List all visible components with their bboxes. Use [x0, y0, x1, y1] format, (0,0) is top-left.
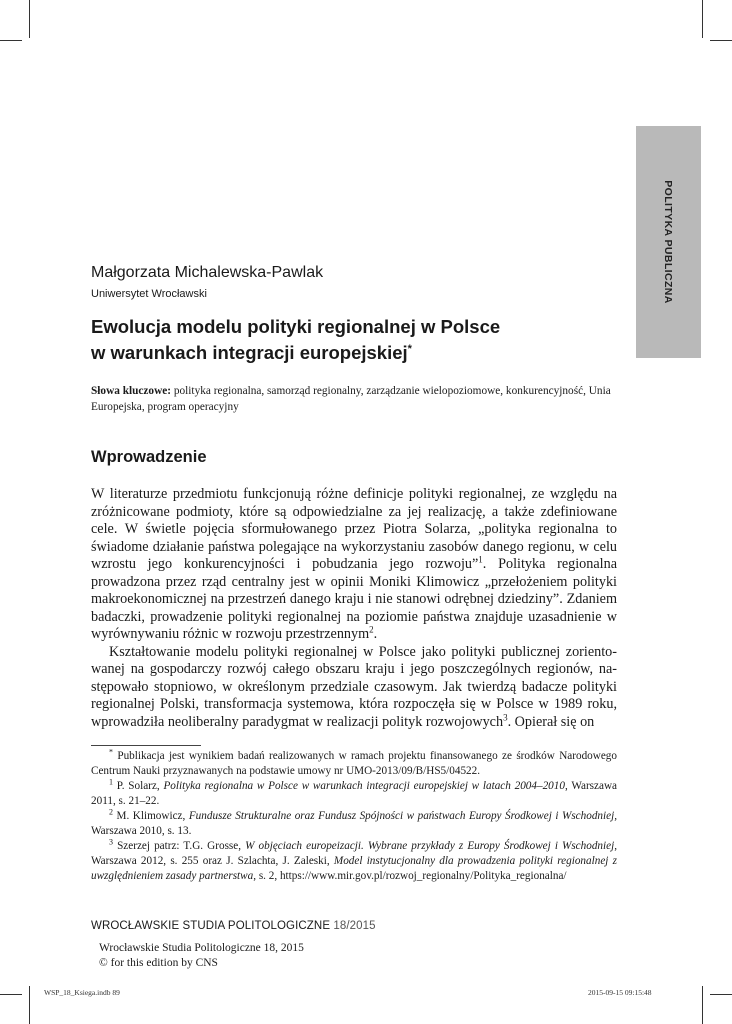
paragraph [91, 486, 617, 644]
footnote-mark: 1 [109, 777, 113, 787]
author-affiliation: Uniwersytet Wrocławski [91, 288, 207, 300]
footnote-ref[interactable]: 2 [369, 624, 374, 635]
footnote [91, 839, 617, 884]
footnote-ref[interactable]: 1 [478, 554, 483, 565]
title-line-1: Ewolucja modelu polityki regionalnej w Polsce [91, 316, 501, 337]
crop-mark [0, 994, 22, 995]
footnote-text: , Warszawa 2011, s. 21–22. [91, 780, 618, 807]
footnote [91, 749, 617, 779]
keywords-label: Słowa kluczowe: [91, 385, 172, 397]
copyright-line: © for this edition by CNS [99, 957, 218, 969]
footnote-mark: * [109, 747, 113, 757]
footnote-text: Warszawa 2010, s. 13. [91, 825, 192, 837]
footnote-text: Szerzej patrz: T.G. Grosse, [113, 840, 246, 852]
footnote-citation-title: W objęciach europeizacji. Wybrane przykłady z Europy Środkowej i Wschodniej [245, 840, 615, 852]
crop-mark [702, 986, 703, 1024]
keywords-text: polityka regionalna, samorząd regionalny, zarządzanie wielopoziomowe, konkurencyjność, Unia Europejska, program operacyjny [91, 385, 611, 413]
journal-footer [91, 920, 376, 932]
footnote-text: Publikacja jest wynikiem badań realizowanych w ramach projektu finansowanego ze środków Narodowego Centrum Nauki przyznawanych na podstawie umowy nr UMO-2013/09/B/HS5/04522. [91, 750, 617, 777]
paragraph-text: W literaturze przedmiotu funkcjonują różne definicje polityki regionalnej, ze względu na zróżnicowane podmioty, które są odpowiedzialne za jej realizację, a także zdefiniowane cele. W świetle pojęcia sformułowanego przez Piotra Solarza, „polityka regionalna to świadome działanie państwa polegające na wykorzystaniu zasobów danego regionu, w celu wzrostu jego konkurencyjności i pobudzania jego rozwoju” [91, 486, 617, 572]
footnote-link-text: , s. 2, https://www.mir.gov.pl/rozwoj_regionalny/Polityka_regionalna/ [253, 870, 567, 882]
title-footnote-mark[interactable]: * [407, 343, 412, 355]
print-slug-timestamp: 2015-09-15 09:15:48 [588, 988, 652, 997]
paragraph-text: Kształtowanie modelu polityki regionalnej w Polsce jako polityki publicznej zorientowanej na gospodarczy rozwój całego obszaru kraju i jego poszczególnych regionów, następowało stopniowo, w określonym przedziale czasowym. Jak twierdzą badacze polityki regionalnej Polski, transformacja systemowa, która rozpoczęła się w Polsce w 1989 roku, wprowadziła neoliberalny paradygmat w realizacji polityk rozwojowych [91, 643, 617, 730]
footnote-mark: 2 [109, 807, 113, 817]
section-heading: Wprowadzenie [91, 448, 207, 466]
crop-mark [29, 0, 30, 38]
keywords [91, 384, 619, 415]
footnote-ref[interactable]: 3 [503, 711, 508, 722]
footnotes [91, 749, 617, 884]
crop-mark [710, 994, 732, 995]
crop-mark [710, 40, 732, 41]
journal-name: WROCŁAWSKIE STUDIA POLITOLOGICZNE [91, 920, 331, 932]
author-name: Małgorzata Michalewska-Pawlak [91, 264, 324, 281]
footnote [91, 779, 617, 809]
footnote-text: M. Klimowicz, [113, 810, 189, 822]
section-side-tab [636, 126, 701, 358]
crop-mark [29, 986, 30, 1024]
footnote-citation-title: Fundusze Strukturalne oraz Fundusz Spójności w państwach Europy Środkowej i Wschodniej, [188, 810, 617, 822]
paragraph [91, 644, 617, 732]
footnote [91, 809, 617, 839]
print-slug-file: WSP_18_Ksiega.indb 89 [44, 988, 120, 997]
journal-issue: 18/2015 [333, 920, 376, 932]
article-body [91, 486, 617, 731]
footnote-text: , Warszawa 2012, s. 255 oraz J. Szlachta, J. Zaleski, [91, 840, 617, 867]
footnote-citation-title: Model instytucjonalny dla prowadzenia polityki regionalnej z uwzględnieniem zasady partnerstwa [91, 855, 617, 882]
side-tab-label: POLITYKA PUBLICZNA [662, 180, 675, 304]
crop-mark [702, 0, 703, 38]
title-line-2: w warunkach integracji europejskiej [91, 342, 408, 364]
paragraph-text: . Opierał się on [507, 713, 595, 730]
footnote-citation-title: Polityka regionalna w Polsce w warunkach integracji europejskiej w latach 2004–2010 [163, 780, 565, 792]
footnote-mark: 3 [109, 837, 113, 847]
crop-mark [0, 40, 22, 41]
paragraph-text: . [373, 626, 378, 642]
footnote-text: P. Solarz, [113, 780, 164, 792]
footnote-divider [91, 745, 201, 746]
copyright-line: Wrocławskie Studia Politologiczne 18, 2015 [99, 942, 304, 954]
article-title [91, 316, 611, 364]
paragraph-text: . Polityka regionalna prowadzona przez rząd centralny jest w opinii Moniki Klimowicz „przełożeniem polityki makroekonomicznej na przestrzeń danego kraju i nie stanowi odrębnej dziedziny”. Zdaniem badaczki, prowadzenie polityki regionalnej na poziomie państwa znajduje uzasadnienie w wyrównywaniu różnic w rozwoju przestrzennym [91, 556, 618, 642]
